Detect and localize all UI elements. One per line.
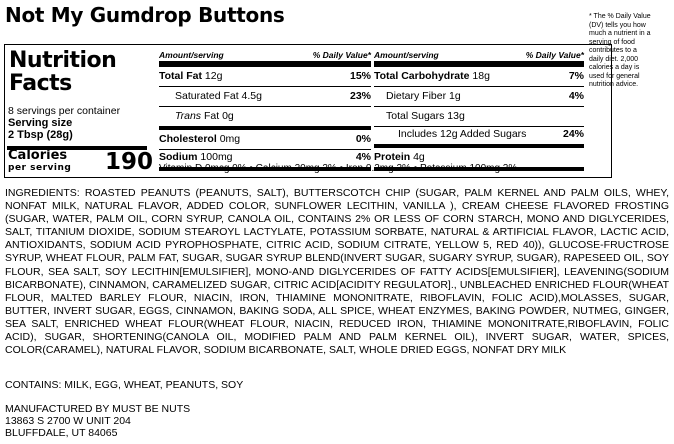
nutrient-name: Total Fat bbox=[159, 70, 202, 82]
nutrient-row-saturated-fat bbox=[159, 87, 371, 107]
nutrient-name: Trans bbox=[175, 110, 202, 122]
nutrient-name: Saturated Fat bbox=[175, 90, 239, 102]
servings-per-container: 8 servings per container bbox=[8, 105, 121, 117]
nutrition-summary bbox=[5, 45, 154, 177]
nutrient-amount: 4g bbox=[413, 151, 425, 163]
manufacturer-city: BLUFFDALE, UT 84065 bbox=[5, 426, 118, 439]
amount-serving-header: Amount/serving bbox=[159, 50, 224, 60]
serving-size bbox=[8, 117, 73, 141]
nutrient-amount: 100mg bbox=[200, 151, 233, 163]
nutrient-dv: 15% bbox=[349, 70, 371, 82]
nutrient-dv: 4% bbox=[355, 151, 371, 163]
nutrient-dv: 0% bbox=[355, 133, 371, 145]
nutrient-dv: 23% bbox=[349, 90, 371, 102]
manufacturer-address: 13863 S 2700 W UNIT 204 bbox=[5, 414, 131, 427]
nutrient-amount: 4.5g bbox=[241, 90, 262, 102]
nutrient-row-trans-fat bbox=[159, 107, 371, 130]
nutrient-name: Dietary Fiber bbox=[386, 90, 447, 102]
calories-value: 190 bbox=[105, 149, 154, 175]
nutrient-row-total-carbohydrate bbox=[374, 67, 584, 87]
calories-sub-label: per serving bbox=[8, 163, 72, 173]
nutrient-row-total-fat bbox=[159, 67, 371, 87]
serving-size-label: Serving size bbox=[8, 117, 73, 129]
nutrient-row-cholesterol bbox=[159, 130, 371, 150]
nutrient-name: Cholesterol bbox=[159, 133, 217, 145]
nutrient-row-dietary-fiber bbox=[374, 87, 584, 107]
daily-value-header: % Daily Value* bbox=[312, 50, 371, 60]
nutrient-dv: 7% bbox=[568, 70, 584, 82]
vitamins-minerals: Vitamin D 0mcg 0% • Calcium 20mg 2% • Iron 0.2mg 2% • Potassium 100mg 2% bbox=[159, 163, 518, 174]
amount-serving-header: Amount/serving bbox=[374, 50, 439, 60]
nutrient-amount: 1g bbox=[449, 90, 461, 102]
nutrient-name: Total Carbohydrate bbox=[374, 70, 470, 82]
nutrient-dv: 4% bbox=[568, 90, 584, 102]
product-title: Not My Gumdrop Buttons bbox=[5, 3, 285, 27]
nutrition-facts-panel bbox=[4, 44, 612, 178]
nutrient-name: Total Sugars bbox=[386, 110, 445, 122]
nutrient-name: Sodium bbox=[159, 151, 198, 163]
serving-size-value: 2 Tbsp (28g) bbox=[8, 129, 73, 141]
manufacturer-name: MANUFACTURED BY MUST BE NUTS bbox=[5, 403, 191, 415]
nutrient-amount: Fat 0g bbox=[203, 110, 234, 122]
manufacturer-info bbox=[5, 404, 190, 439]
nutrient-amount: 0mg bbox=[219, 133, 241, 145]
heading-line-2: Facts bbox=[9, 71, 72, 96]
nutrient-name: Protein bbox=[374, 151, 411, 163]
daily-value-header: % Daily Value* bbox=[525, 50, 584, 60]
nutrition-facts-heading bbox=[9, 49, 116, 95]
nutrient-dv: 24% bbox=[562, 128, 584, 140]
allergen-statement: CONTAINS: MILK, EGG, WHEAT, PEANUTS, SOY bbox=[5, 379, 244, 391]
nutrient-name: Includes 12g Added Sugars bbox=[398, 128, 527, 140]
nutrient-amount: 13g bbox=[447, 110, 465, 122]
calories-label: Calories bbox=[8, 148, 68, 163]
nutrient-row-added-sugars bbox=[374, 125, 584, 148]
ingredients-text: INGREDIENTS: ROASTED PEANUTS (PEANUTS, SALT), BUTTERSCOTCH CHIP (SUGAR, PALM KERNEL AND PALM OILS, WHEY, NONFAT MILK, NATURAL FLAVOR, ADDED COLOR, SUNFLOWER LECITHIN, VANILLA ), CREAM CHEESE FLAVORED FROSTING (SUGAR, WATER, PALM OIL, CORN SYRUP, CANOLA OIL, CONTAINS 2% OR LESS OF CORN STARCH, MONO AND DIGLYCERIDES, SALT, TITANIUM DIOXIDE, SODIUM STEAROYL LACTYLATE, POTASSIUM SORBATE, NATURAL & ARTIFICIAL FLAVOR, LACTIC ACID, ANTIOXIDANTS, SODIUM ACID PYROPHOSPHATE, CITRIC ACID, SODIUM CITRATE, YELLOW 5, RED 40)), GLUCOSE-FRUCTROSE SYRUP, WHEAT FLOUR, PALM FAT, SUGAR, SUGAR SYRUP BLEND(INVERT SUGAR, SUGARY SYRUP, SUGAR), RAPESEED OIL, SOY FLOUR, SEA SALT, SOY LECITHIN[EMULSIFIER], MONO-AND DIGLYCERIDES OF FATTY ACIDS[EMULSIFIER], LEAVENING(SODIUM BICARBONATE), CINNAMON, CARAMELIZED SUGAR, CITRIC ACID[ACIDITY REGULATOR]., UNBLEACHED ENRICHED FLOUR(WHEAT FLOUR, MALTED BARLEY FLOUR, NIACIN, IRON, THIAMINE MONONITRATE, RIBOFLAVIN, FOLIC ACID),MOLASSES, SUGAR, BUTTER, INVERT SUGAR, EGGS, CINNAMON, BAKING SODA, ALL SPICE, WHEAT ENZYMES, BAKING POWDER, NUTMEG, GINGER, SEA SALT, ENRICHED WHEAT FLOUR(WHEAT FLOUR, NIACIN, REDUCED IRON, THIAMINE MONONITRATE,RIBOFLAVIN, FOLIC ACID), SUGAR, SHORTENING(CANOLA OIL, MODIFIED PALM AND PALM KERNEL OIL), INVERT SUGAR, WATER, SPICES, COLOR(CARAMEL), NATURAL FLAVOR, SODIUM BICARBONATE, SALT, WHOLE DRIED EGGS, NONFAT DRY MILK bbox=[5, 187, 669, 357]
daily-value-footnote: * The % Daily Value (DV) tells you how much a nutrient in a serving of food contributes to a daily diet. 2,000 calories a day is used for general nutrition advice. bbox=[589, 13, 651, 88]
nutrient-row-total-sugars bbox=[374, 107, 584, 127]
nutrient-amount: 18g bbox=[472, 70, 490, 82]
calories-label-block bbox=[8, 150, 71, 174]
nutrient-amount: 12g bbox=[204, 70, 223, 82]
heading-line-1: Nutrition bbox=[9, 48, 117, 73]
